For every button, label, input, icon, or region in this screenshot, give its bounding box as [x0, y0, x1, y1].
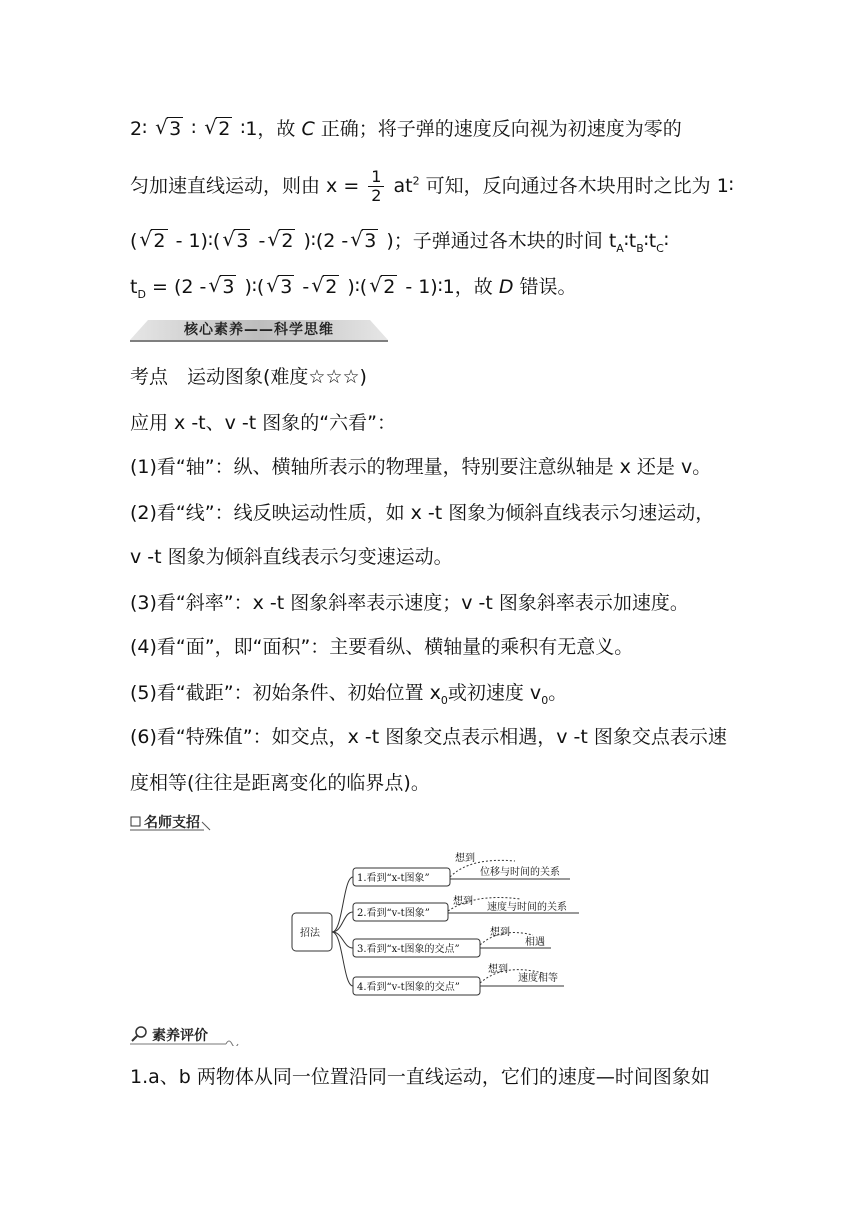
text: - 1)∶1，故 — [405, 276, 493, 298]
text: 。 — [548, 682, 568, 704]
text-line-1 — [130, 116, 682, 142]
intro-text: 应用 x -t、v -t 图象的“六看”： — [130, 412, 396, 434]
sqrt: √ 3 — [222, 228, 250, 254]
text-line-3 — [130, 228, 669, 262]
branch-result-2: 速度与时间的关系 — [487, 902, 567, 913]
subscript: B — [636, 241, 644, 255]
sqrt: √ 2 — [369, 274, 397, 300]
sqrt: √ 2 — [311, 274, 339, 300]
sqrt: √ 3 — [350, 228, 378, 254]
text: - 1)∶( — [175, 230, 221, 252]
option-letter: D — [498, 276, 514, 298]
sqrt: √ 2 — [204, 116, 232, 142]
text: t — [130, 276, 138, 298]
text: ( — [130, 230, 138, 252]
text: - — [258, 230, 266, 252]
text: ∶t — [643, 230, 657, 252]
text: ∶t — [623, 230, 637, 252]
text: 2∶ — [130, 118, 148, 140]
kaodian-heading: 考点 运动图象(难度☆☆☆) — [130, 366, 367, 388]
item-5 — [130, 680, 567, 714]
subscript: C — [656, 241, 664, 255]
text: ∶ — [663, 230, 669, 252]
item-1: (1)看“轴”：纵、横轴所表示的物理量，特别要注意纵轴是 x 还是 v。 — [130, 456, 712, 478]
think-label-1: 想到 — [455, 853, 475, 864]
text: ∶1，故 — [240, 118, 296, 140]
branch-label-1: 1.看到“x-t图象” — [357, 873, 430, 884]
item-2: (2)看“线”：线反映运动性质，如 x -t 图象为倾斜直线表示匀速运动， — [130, 502, 715, 524]
text: (5)看“截距”：初始条件、初始位置 x — [130, 682, 441, 704]
option-letter: C — [301, 118, 315, 140]
branch-result-3: 相遇 — [525, 937, 545, 948]
text: - — [302, 276, 310, 298]
subscript: D — [137, 287, 146, 301]
sqrt: √ 2 — [267, 228, 295, 254]
item-4: (4)看“面”，即“面积”：主要看纵、横轴量的乘积有无意义。 — [130, 636, 634, 658]
sqrt: √ 2 — [139, 228, 167, 254]
banner-title: 核心素养——科学思维 — [184, 322, 334, 338]
text: at — [393, 175, 413, 197]
text: 正确；将子弹的速度反向视为初速度为零的 — [320, 118, 682, 140]
section-banner — [130, 318, 388, 342]
tag-label: 素养评价 — [152, 1028, 208, 1044]
think-label-2: 想到 — [453, 896, 473, 907]
think-label-3: 想到 — [490, 927, 510, 938]
text: 或初速度 v — [447, 682, 542, 704]
text: )∶( — [347, 276, 368, 298]
item-3: (3)看“斜率”：x -t 图象斜率表示速度；v -t 图象斜率表示加速度。 — [130, 592, 689, 614]
branch-link-2 — [332, 912, 353, 932]
item-6-cont: 度相等(往往是距离变化的临界点)。 — [130, 772, 430, 794]
branch-label-3: 3.看到“x-t图象的交点” — [357, 944, 460, 955]
branch-label-2: 2.看到“v-t图象” — [357, 908, 430, 919]
text: 错误。 — [519, 276, 577, 298]
text: ∶ — [191, 118, 197, 140]
branch-result-4: 速度相等 — [518, 973, 558, 984]
text: 匀加速直线运动，则由 x = — [130, 175, 360, 197]
sqrt: √ 3 — [208, 274, 236, 300]
branch-link-1 — [332, 877, 353, 932]
superscript: 2 — [412, 174, 420, 188]
mind-map — [285, 845, 595, 1005]
subscript: 0 — [541, 693, 549, 707]
sqrt: √ 3 — [155, 116, 183, 142]
text: )∶( — [244, 276, 265, 298]
text: = (2 - — [151, 276, 207, 298]
item-2-cont: v -t 图象为倾斜直线表示匀变速运动。 — [130, 546, 453, 568]
question-1: 1.a、b 两物体从同一位置沿同一直线运动，它们的速度—时间图象如 — [130, 1066, 710, 1088]
text: )；子弹通过各木块的时间 t — [386, 230, 617, 252]
subscript: 0 — [440, 693, 448, 707]
fraction: $\frac{1}{2}$ — [368, 168, 384, 205]
item-6: (6)看“特殊值”：如交点，x -t 图象交点表示相遇，v -t 图象交点表示速 — [130, 726, 727, 748]
root-label: 招法 — [300, 928, 320, 939]
sqrt: √ 3 — [266, 274, 294, 300]
branch-result-1: 位移与时间的关系 — [480, 867, 560, 878]
text-line-4 — [130, 274, 577, 308]
subscript: A — [616, 241, 624, 255]
text: 可知，反向通过各木块用时之比为 1∶ — [425, 175, 734, 197]
tag-label: 名师支招 — [144, 815, 200, 831]
text: )∶(2 - — [303, 230, 349, 252]
think-label-4: 想到 — [488, 964, 508, 975]
text-line-2 — [130, 168, 734, 205]
branch-label-4: 4.看到“v-t图象的交点” — [357, 982, 460, 993]
